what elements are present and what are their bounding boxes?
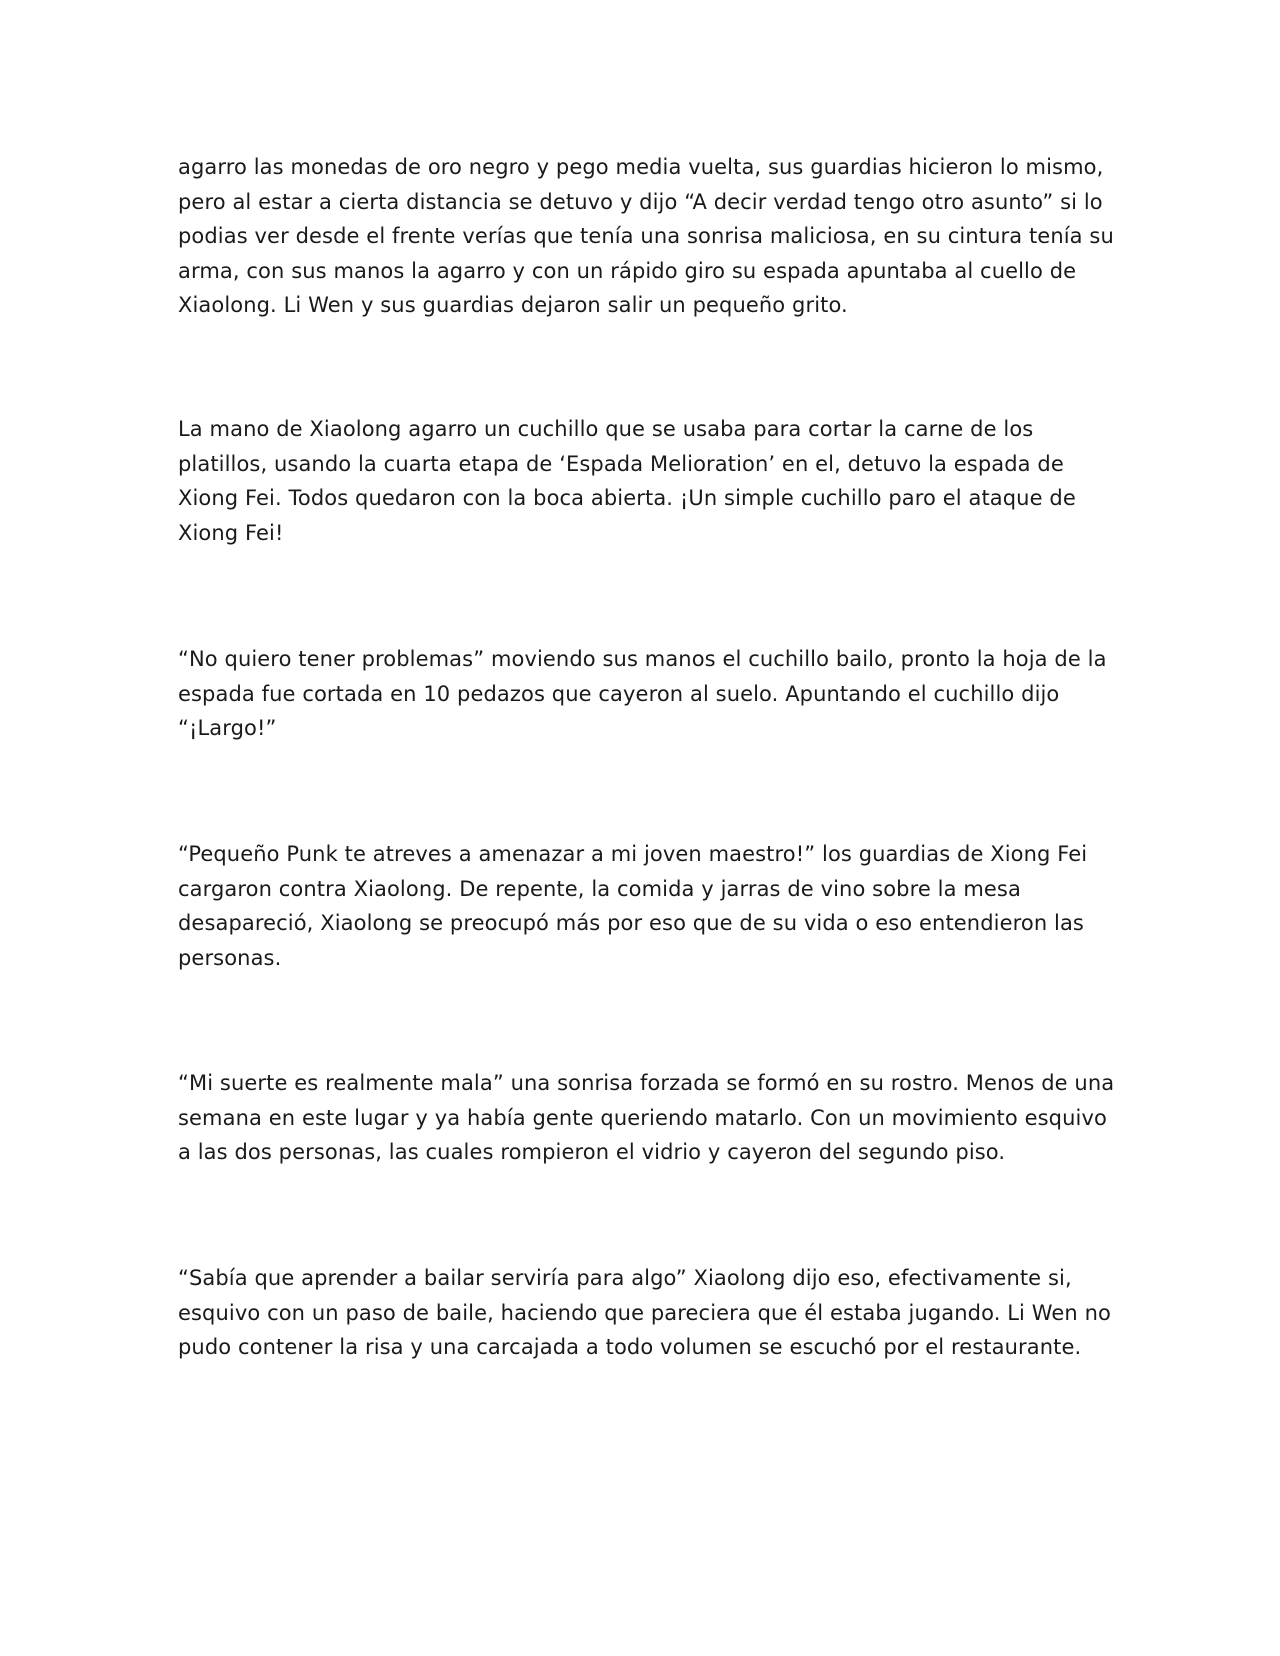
- paragraph: La mano de Xiaolong agarro un cuchillo que se usaba para cortar la carne de los platillos, usando la cuarta etapa de ‘Espada Melioration’ en el, detuvo la espada de Xiong Fei. Todos quedaron con la boca abierta. ¡Un simple cuchillo paro el ataque de Xiong Fei!: [178, 417, 1076, 545]
- paragraph: “Sabía que aprender a bailar serviría para algo” Xiaolong dijo eso, efectivamente si, esquivo con un paso de baile, haciendo que pareciera que él estaba jugando. Li Wen no pudo contener la risa y una carcajada a todo volumen se escuchó por el restaurante.: [178, 1266, 1111, 1359]
- paragraph: “Pequeño Punk te atreves a amenazar a mi joven maestro!” los guardias de Xiong Fei cargaron contra Xiaolong. De repente, la comida y jarras de vino sobre la mesa desapareció, Xiaolong se preocupó más por eso que de su vida o eso entendieron las personas.: [178, 842, 1088, 970]
- paragraph: “No quiero tener problemas” moviendo sus manos el cuchillo bailo, pronto la hoja de la espada fue cortada en 10 pedazos que cayeron al suelo. Apuntando el cuchillo dijo “¡Largo!”: [178, 647, 1107, 740]
- paragraph: “Mi suerte es realmente mala” una sonrisa forzada se formó en su rostro. Menos de una semana en este lugar y ya había gente queriendo matarlo. Con un movimiento esquivo a las dos personas, las cuales rompieron el vidrio y cayeron del segundo piso.: [178, 1071, 1115, 1164]
- paragraph: agarro las monedas de oro negro y pego media vuelta, sus guardias hicieron lo mismo, pero al estar a cierta distancia se detuvo y dijo “A decir verdad tengo otro asunto” si lo podias ver desde el frente verías que tenía una sonrisa maliciosa, en su cintura tenía su arma, con sus manos la agarro y con un rápido giro su espada apuntaba al cuello de Xiaolong. Li Wen y sus guardias dejaron salir un pequeño grito.: [178, 155, 1114, 317]
